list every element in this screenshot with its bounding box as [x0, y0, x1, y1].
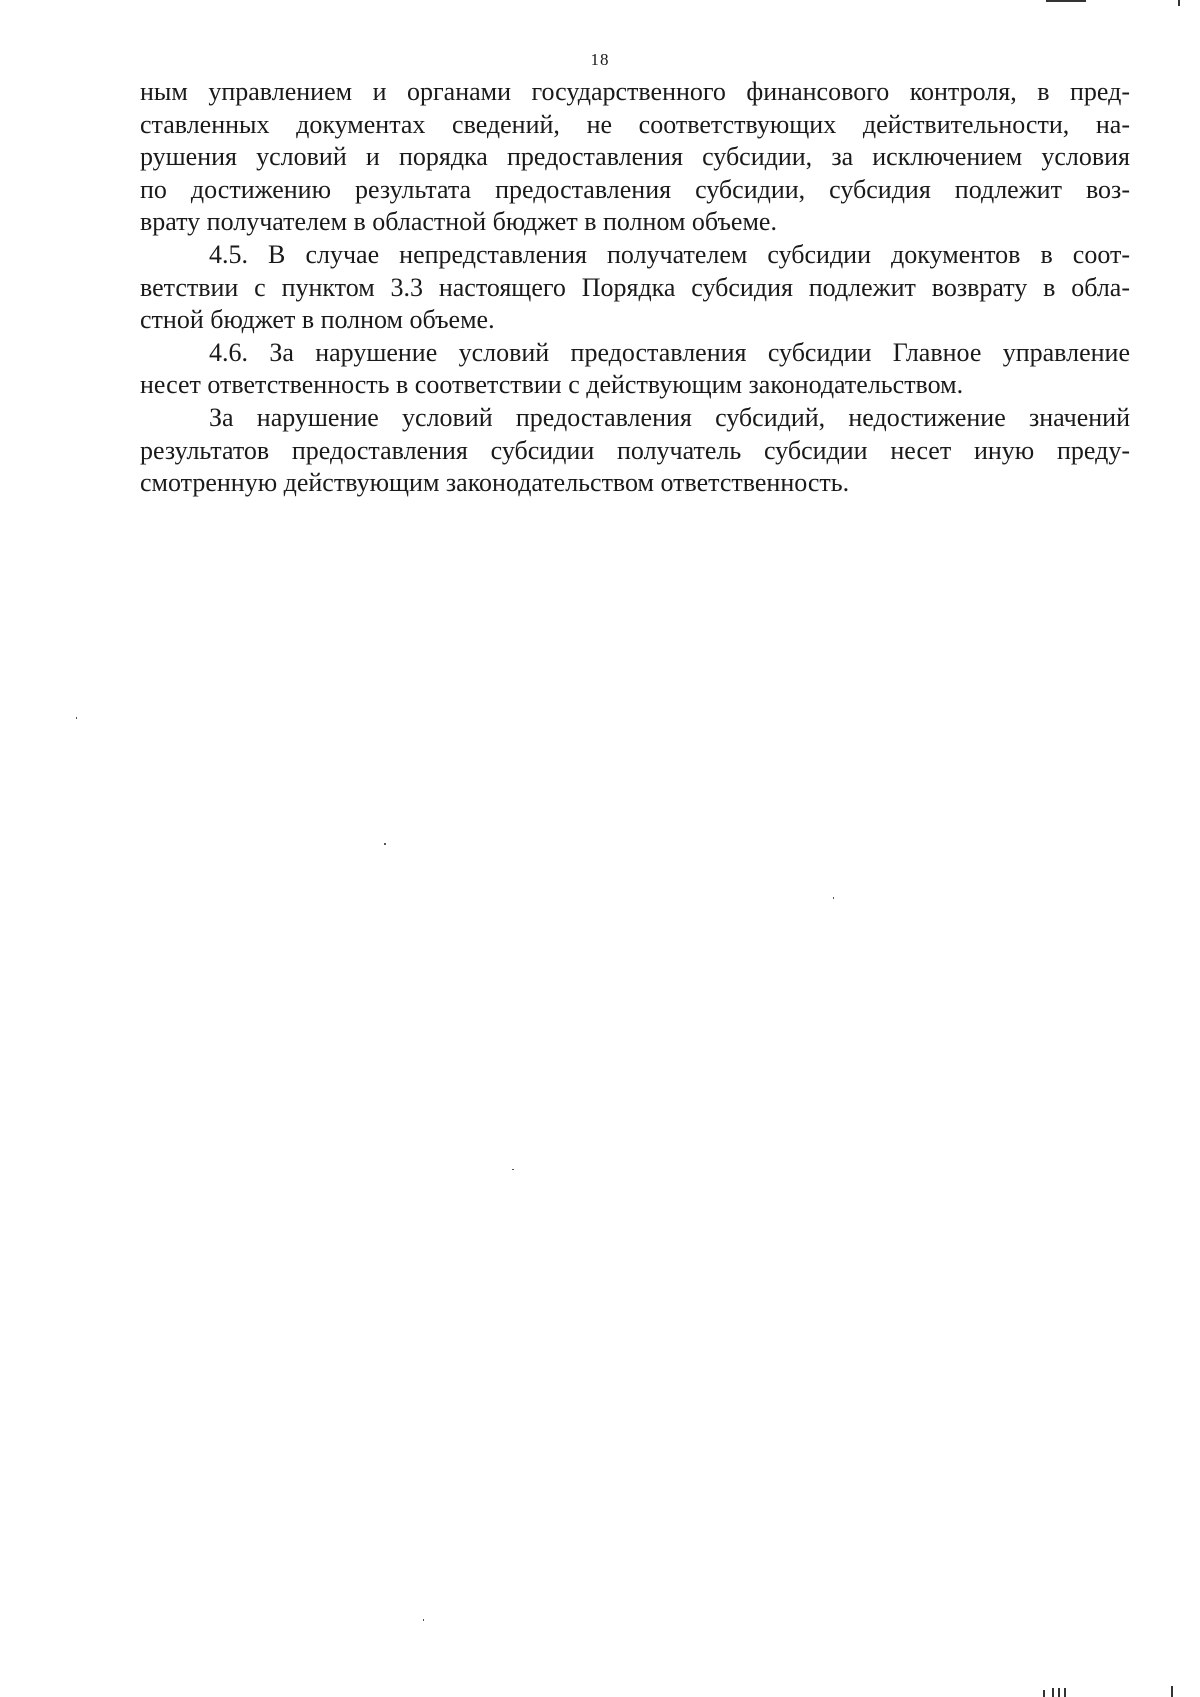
text-line: по достижению результата предоставления субсидии, субсидия подлежит воз-: [140, 174, 1130, 204]
paragraph-4-5: [140, 239, 1130, 337]
text-line: результатов предоставления субсидии получатель субсидии несет иную преду-: [140, 435, 1130, 465]
scan-speck: [76, 717, 77, 719]
scan-speck: [512, 1169, 514, 1170]
scan-edge-mark: [1178, 0, 1180, 6]
text-line: смотренную действующим законодательством ответственность.: [140, 468, 850, 498]
scan-edge-mark: [1064, 1688, 1066, 1697]
paragraph-liability: [140, 402, 1130, 500]
scan-edge-mark: [1046, 0, 1086, 2]
scan-edge-mark: [1043, 1690, 1045, 1697]
text-line: врату получателем в областной бюджет в полном объеме.: [140, 207, 777, 237]
scan-edge-mark: [1052, 1688, 1054, 1697]
scan-speck: [384, 843, 386, 845]
text-line: ным управлением и органами государственного финансового контроля, в пред-: [140, 77, 1130, 106]
text-line: 4.6. За нарушение условий предоставления субсидии Главное управление: [209, 337, 1130, 367]
scan-speck: [833, 897, 834, 899]
text-line: ставленных документах сведений, не соответствующих действительности, на-: [140, 109, 1130, 139]
page-number: 18: [590, 50, 610, 69]
document-body: [140, 76, 1130, 500]
paragraph-4-6: [140, 337, 1130, 402]
text-line: 4.5. В случае непредставления получателем субсидии документов в соот-: [209, 239, 1130, 269]
text-line: За нарушение условий предоставления субсидий, недостижение значений: [209, 402, 1130, 432]
text-line: стной бюджет в полном объеме.: [140, 305, 495, 335]
scan-edge-mark: [1171, 1686, 1173, 1697]
text-line: ветствии с пунктом 3.3 настоящего Порядка субсидия подлежит возврату в обла-: [140, 272, 1130, 302]
scan-edge-mark: [1058, 1688, 1060, 1697]
text-line: рушения условий и порядка предоставления субсидии, за исключением условия: [140, 142, 1130, 172]
paragraph-continuation: [140, 76, 1130, 239]
text-line: несет ответственность в соответствии с действующим законодательством.: [140, 370, 964, 400]
scan-speck: [423, 1619, 424, 1621]
